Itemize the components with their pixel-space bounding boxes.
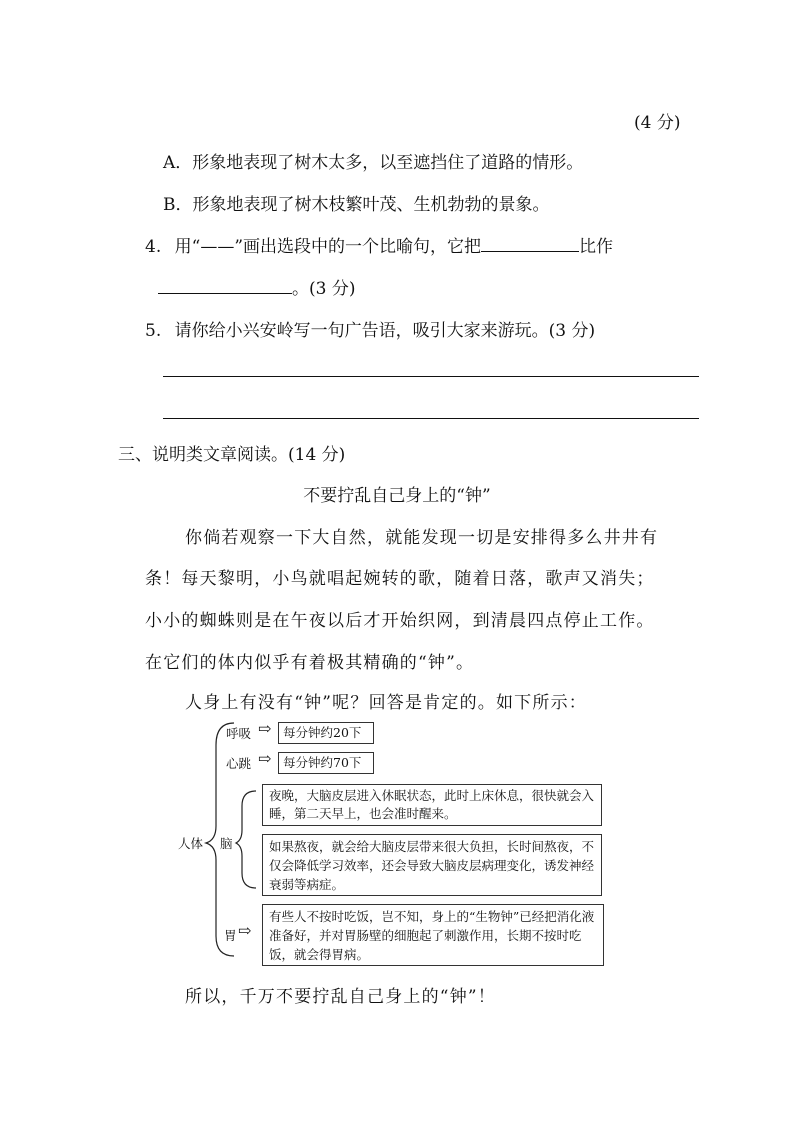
paragraph-2: 人身上有没有“钟”呢？回答是肯定的。如下所示：: [185, 693, 587, 713]
question-text: 。(3 分): [292, 279, 356, 299]
heart-box: 每分钟约70下: [278, 752, 374, 774]
question-number: 4.: [145, 237, 162, 257]
q3-option-a: A．形象地表现了树木太多，以至遮挡住了道路的情形。: [163, 153, 584, 173]
stomach-label: 胃: [224, 928, 237, 943]
arrow-icon: ⇨: [238, 921, 252, 940]
q3-option-b: B．形象地表现了树木枝繁叶茂、生机勃勃的景象。: [163, 195, 550, 215]
question-number: 5.: [145, 321, 162, 341]
paragraph-line: 你倘若观察一下大自然，就能发现一切是安排得多么井井有: [185, 528, 659, 548]
brain-box-2: 如果熬夜，就会给大脑皮层带来很大负担，长时间熬夜，不仅会降低学习效率，还会导致大脑皮层病理变化，诱发神经衰弱等病症。: [262, 834, 602, 896]
question-text: 比作: [579, 237, 614, 257]
conclusion: 所以，千万不要拧乱自己身上的“钟”！: [185, 987, 496, 1007]
article-title: 不要拧乱自己身上的“钟”: [303, 486, 491, 506]
brain-box-1: 夜晚，大脑皮层进入休眠状态，此时上床休息，很快就会入睡，第二天早上，也会准时醒来。: [262, 784, 602, 826]
paragraph-line: 在它们的体内似乎有着极其精确的“钟”。: [145, 653, 475, 673]
heart-label: 心跳: [226, 756, 252, 771]
paragraph-line: 小小的蜘蛛则是在午夜以后才开始织网，到清晨四点停止工作。: [145, 611, 655, 631]
stomach-box: 有些人不按时吃饭，岂不知，身上的“生物钟”已经把消化液准备好，并对胃肠壁的细胞起了刺激作用，长期不按时吃饭，就会得胃病。: [262, 904, 604, 966]
paragraph-line: 条！每天黎明，小鸟就唱起婉转的歌，随着日落，歌声又消失；: [145, 569, 655, 589]
breath-box: 每分钟约20下: [278, 722, 374, 744]
arrow-icon: ⇨: [258, 749, 272, 768]
brain-label: 脑: [220, 836, 233, 851]
section-heading: 三、说明类文章阅读。(14 分): [118, 445, 346, 465]
question-text: 用“——”画出选段中的一个比喻句，它把: [174, 237, 482, 257]
breath-label: 呼吸: [226, 726, 252, 741]
q3-score: (4 分): [634, 113, 681, 133]
arrow-icon: ⇨: [258, 719, 272, 738]
diagram-root-label: 人体: [178, 836, 204, 851]
question-text: 请你给小兴安岭写一句广告语，吸引大家来游玩。(3 分): [174, 321, 596, 341]
